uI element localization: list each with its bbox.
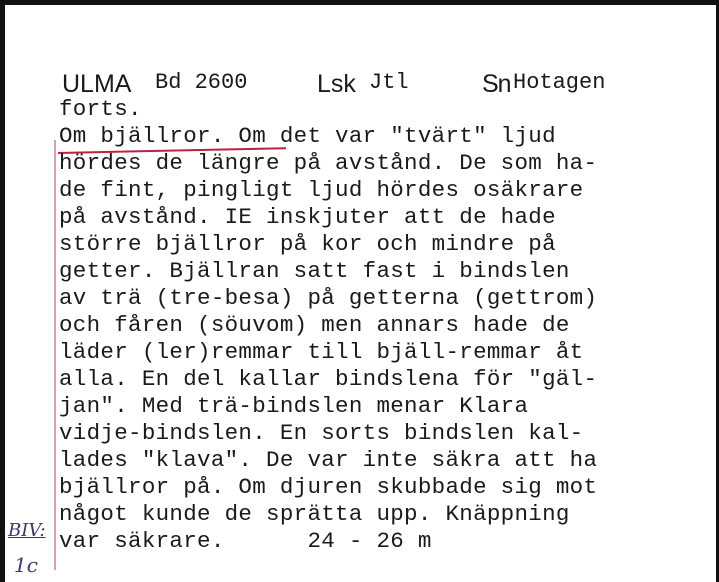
text-line: bjällror på. Om djuren skubbade sig mot [59, 474, 598, 500]
margin-note-code: 1c [14, 553, 38, 577]
header-parish-label: Sn [482, 70, 511, 98]
text-line: alla. En del kallar bindslena för "gäl- [59, 366, 598, 392]
card-border-top [0, 0, 719, 5]
text-line: jan". Med trä-bindslen menar Klara [59, 393, 529, 419]
text-line: och fåren (söuvom) men annars hade de [59, 312, 570, 338]
margin-rule [54, 140, 56, 570]
text-line: getter. Bjällran satt fast i bindslen [59, 258, 570, 284]
text-line: vidje-bindslen. En sorts bindslen kal- [59, 420, 584, 446]
text-line: större bjällror på kor och mindre på [59, 231, 556, 257]
header-province: Jtl [369, 70, 409, 95]
margin-note-classification: BIV: [8, 520, 46, 541]
header-archive: ULMA [62, 70, 132, 98]
text-line: läder (ler)remmar till bjäll-remmar åt [59, 339, 584, 365]
text-line: på avstånd. IE inskjuter att de hade [59, 204, 556, 230]
text-line: var säkrare. 24 - 26 m [59, 528, 432, 554]
text-line: de fint, pingligt ljud hördes osäkrare [59, 177, 584, 203]
header-parish: Hotagen [513, 70, 606, 95]
text-line: lades "klava". De var inte säkra att ha [59, 447, 598, 473]
card-body [59, 96, 597, 555]
header-volume: Bd 2600 [155, 70, 248, 95]
text-line: forts. [59, 96, 142, 122]
text-line: hördes de längre på avstånd. De som ha- [59, 150, 598, 176]
header-province-label: Lsk [317, 70, 356, 98]
card-border-left [0, 0, 5, 582]
text-line: Om bjällror. Om det var "tvärt" ljud [59, 123, 556, 149]
text-line: något kunde de sprätta upp. Knäppning [59, 501, 570, 527]
text-line: av trä (tre-besa) på getterna (gettrom) [59, 285, 598, 311]
